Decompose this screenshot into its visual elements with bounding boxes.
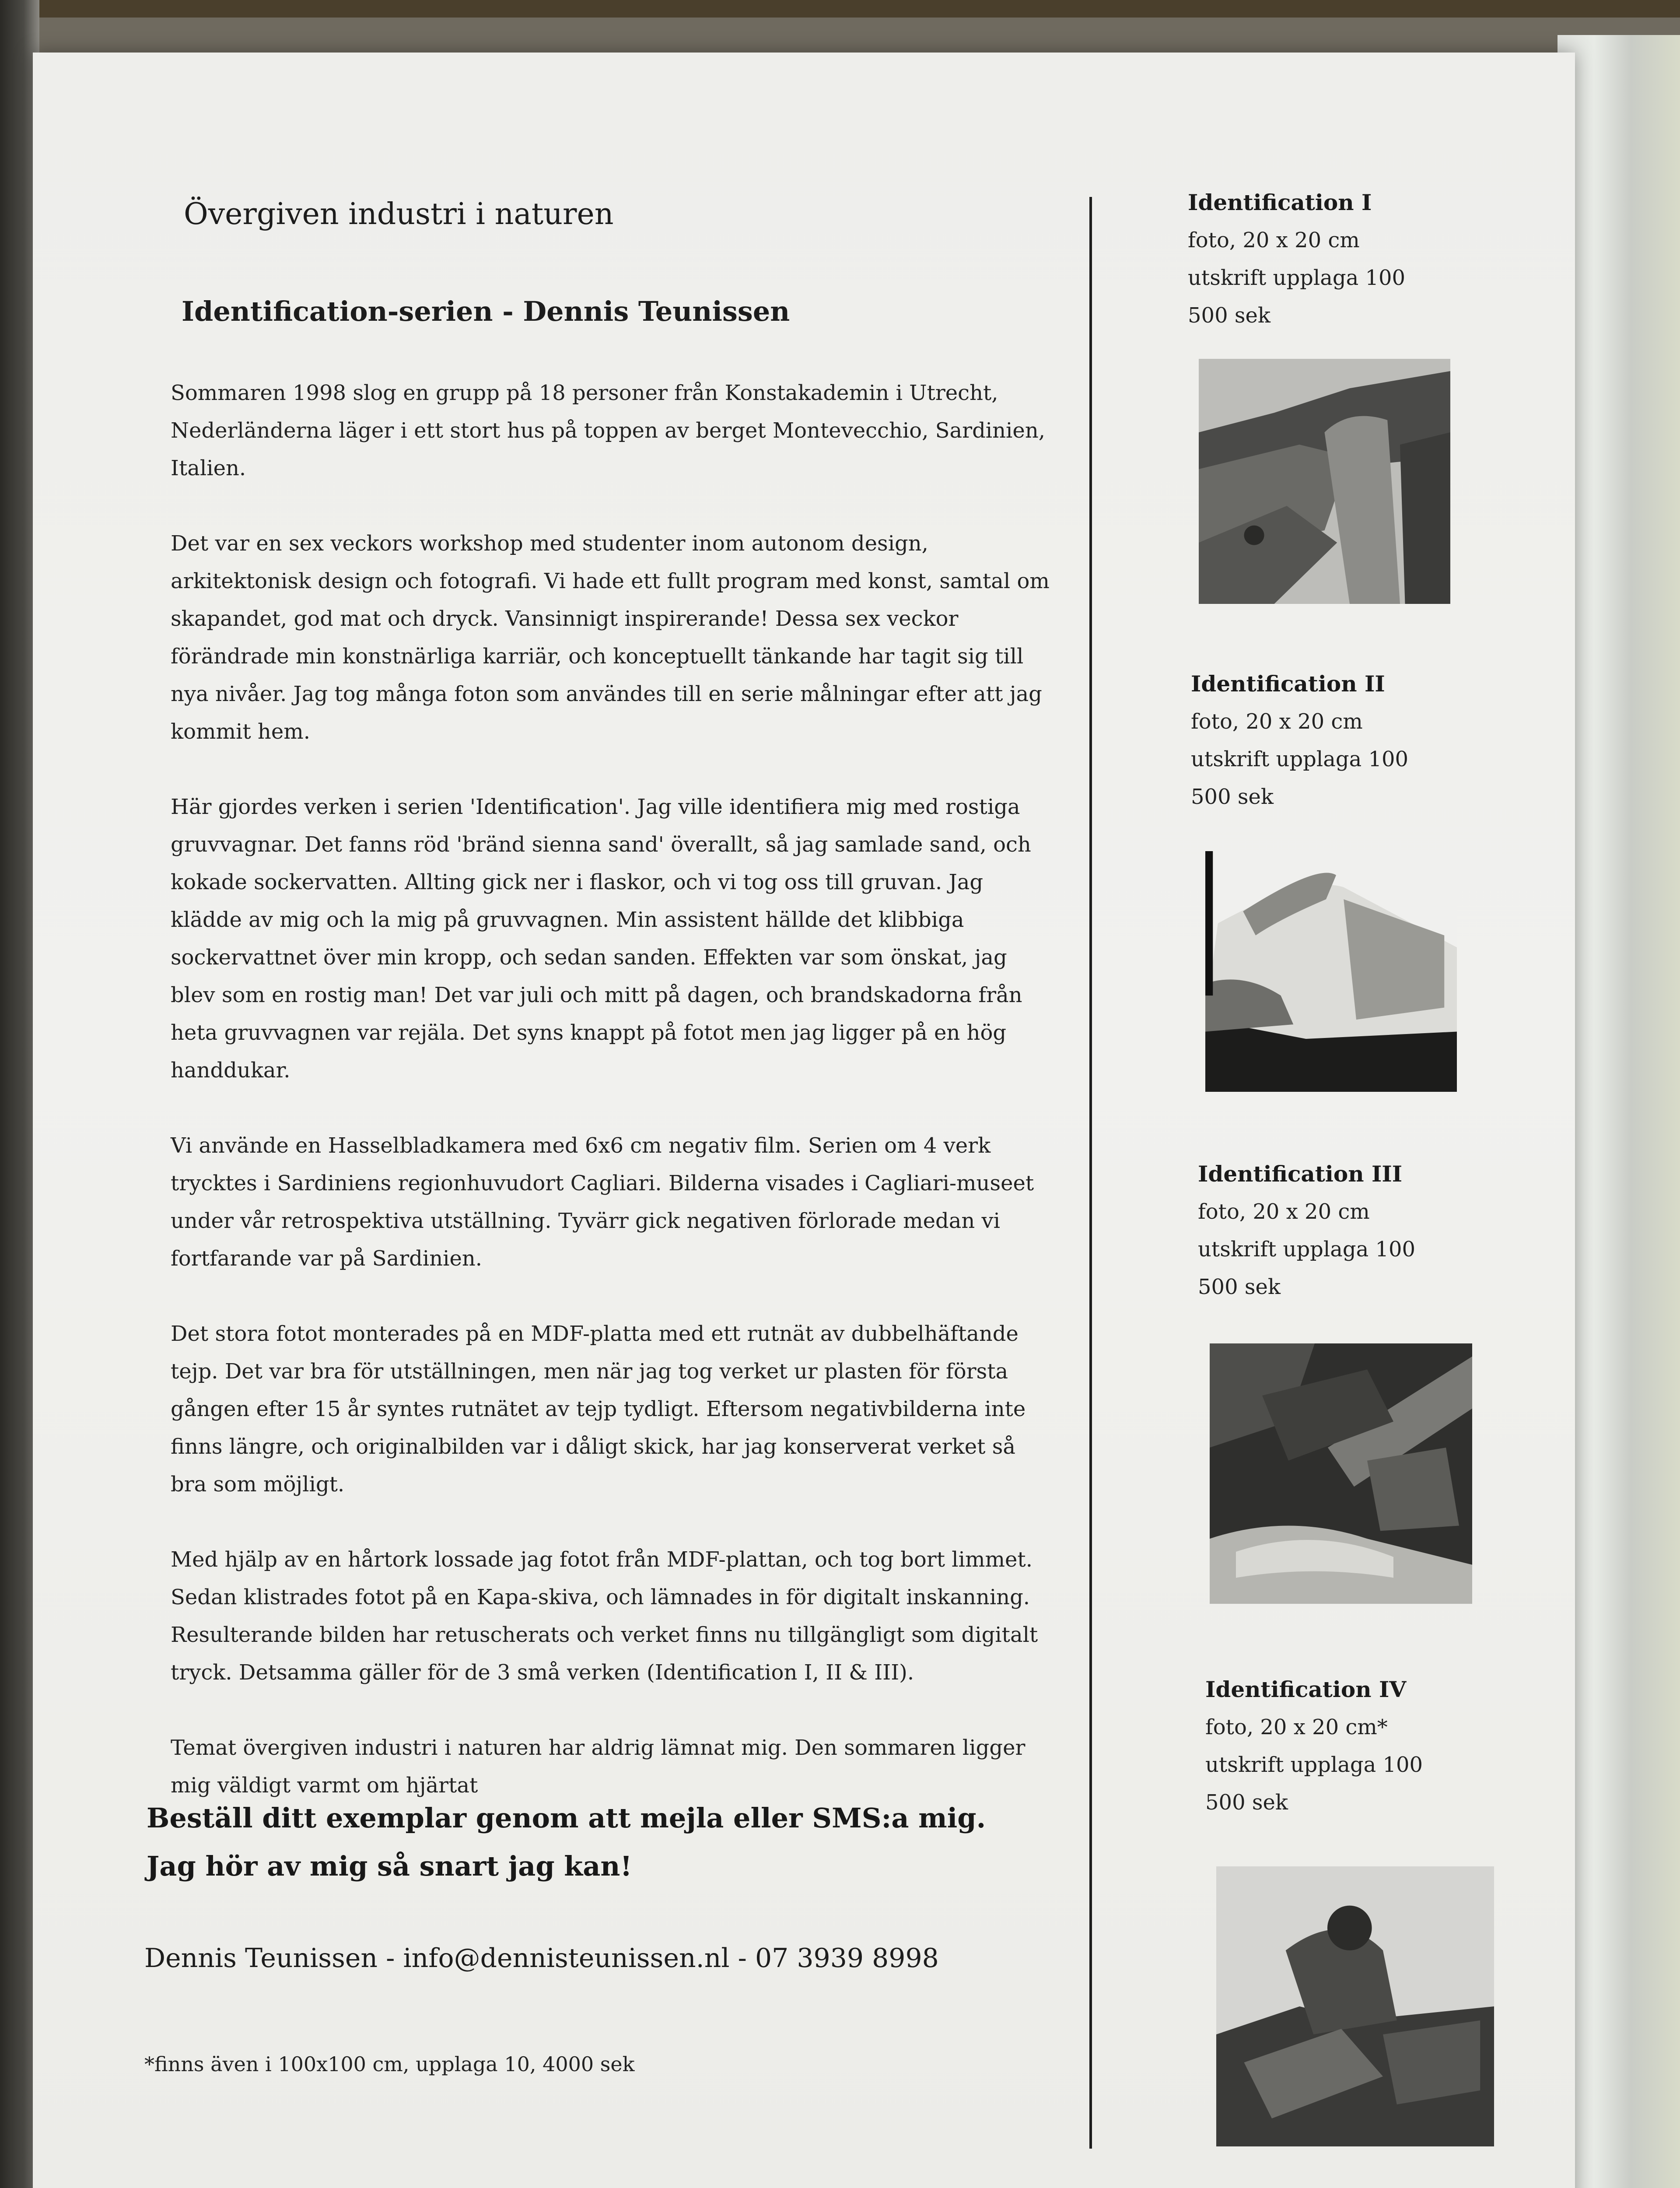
work-title: Identification I — [1188, 189, 1372, 215]
work-medium: foto, 20 x 20 cm — [1191, 709, 1363, 734]
work-medium: foto, 20 x 20 cm* — [1205, 1715, 1388, 1739]
work-medium: foto, 20 x 20 cm — [1198, 1199, 1370, 1224]
work-edition: utskrift upplaga 100 — [1205, 1753, 1423, 1777]
work-price: 500 sek — [1188, 303, 1270, 328]
work-edition: utskrift upplaga 100 — [1198, 1237, 1416, 1262]
cta-line: Beställ ditt exemplar genom att mejla eller SMS:a mig. — [147, 1802, 986, 1834]
binder-top-edge — [0, 0, 1680, 18]
work-title: Identification III — [1198, 1161, 1403, 1187]
work-edition: utskrift upplaga 100 — [1188, 266, 1406, 290]
work-medium: foto, 20 x 20 cm — [1188, 228, 1360, 252]
order-call-to-action — [147, 1794, 1065, 1890]
column-divider — [1089, 197, 1092, 2149]
work-price: 500 sek — [1205, 1790, 1288, 1815]
paragraph: Sommaren 1998 slog en grupp på 18 personer från Konstakademin i Utrecht, Nederländerna läger i ett stort hus på toppen av berget Montevecchio, Sardinien, Italien. — [171, 381, 1045, 480]
cta-line: Jag hör av mig så snart jag kan! — [147, 1850, 632, 1882]
paragraph: Vi använde en Hasselbladkamera med 6x6 cm negativ film. Serien om 4 verk trycktes i Sardiniens regionhuvudort Cagliari. Bilderna visades i Cagliari-museet under vår retrospektiva utställning. Tyvärr gick negativen förlorade medan vi fortfarande var på Sardinien. — [171, 1133, 1034, 1271]
sand-covered-arm-photo — [1205, 851, 1457, 1092]
work-info-identification-1 — [1188, 184, 1494, 334]
contact-line: Dennis Teunissen - info@dennisteunissen.nl - 07 3939 8998 — [144, 1943, 939, 1974]
paragraph: Temat övergiven industri i naturen har aldrig lämnat mig. Den sommaren ligger mig väldigt varmt om hjärtat — [171, 1736, 1026, 1798]
page-subtitle: Identification-serien - Dennis Teunissen — [182, 295, 790, 327]
work-price: 500 sek — [1191, 785, 1274, 809]
body-text — [171, 374, 1050, 1842]
mine-cart-scrap-photo — [1210, 1343, 1472, 1604]
rusty-mine-cart-arm-photo — [1199, 359, 1450, 604]
work-title: Identification IV — [1205, 1676, 1407, 1702]
paragraph: Det var en sex veckors workshop med studenter inom autonom design, arkitektonisk design och fotografi. Vi hade ett fullt program med konst, samtal om skapandet, god mat och dryck. Vansinnigt inspirerande! Dessa sex veckor förändrade min konstnärliga karriär, och konceptuellt tänkande har tagit sig till nya nivåer. Jag tog många foton som användes till en serie målningar efter att jag kommit hem. — [171, 531, 1050, 744]
work-info-identification-4 — [1205, 1671, 1512, 1821]
work-info-identification-3 — [1198, 1155, 1504, 1306]
page-title: Övergiven industri i naturen — [184, 197, 614, 231]
work-price: 500 sek — [1198, 1275, 1281, 1299]
work-edition: utskrift upplaga 100 — [1191, 747, 1409, 771]
paragraph: Det stora fotot monterades på en MDF-platta med ett rutnät av dubbelhäftande tejp. Det var bra för utställningen, men när jag tog verket ur plasten för första gången efter 15 år syntes rutnätet av tejp tydligt. Eftersom negativbilderna inte finns längre, och originalbilden var i dåligt skick, har jag konserverat verket så bra som möjligt. — [171, 1322, 1026, 1497]
work-title: Identification II — [1191, 671, 1385, 697]
figure-on-scrap-photo — [1216, 1866, 1494, 2146]
sheet-stack-edge — [1558, 35, 1680, 2188]
work-info-identification-2 — [1191, 665, 1497, 816]
paragraph: Med hjälp av en hårtork lossade jag fotot från MDF-plattan, och tog bort limmet. Sedan klistrades fotot på en Kapa-skiva, och lämnades in för digitalt inskanning. Resulterande bilden har retuscherats och verket finns nu tillgängligt som digitalt tryck. Detsamma gäller för de 3 små verken (Identification I, II & III). — [171, 1547, 1038, 1685]
footnote: *finns även i 100x100 cm, upplaga 10, 4000 sek — [144, 2052, 635, 2076]
paragraph: Här gjordes verken i serien 'Identification'. Jag ville identifiera mig med rostiga gruvvagnar. Det fanns röd 'bränd sienna sand' överallt, så jag samlade sand, och kokade sockervatten. Allting gick ner i flaskor, och vi tog oss till gruvan. Jag klädde av mig och la mig på gruvvagnen. Min assistent hällde det klibbiga sockervattnet över min kropp, och sedan sanden. Effekten var som önskat, jag blev som en rostig man! Det var juli och mitt på dagen, och brandskadorna från heta gruvvagnen var rejäla. Det syns knappt på fotot men jag ligger på en hög handdukar. — [171, 795, 1031, 1083]
